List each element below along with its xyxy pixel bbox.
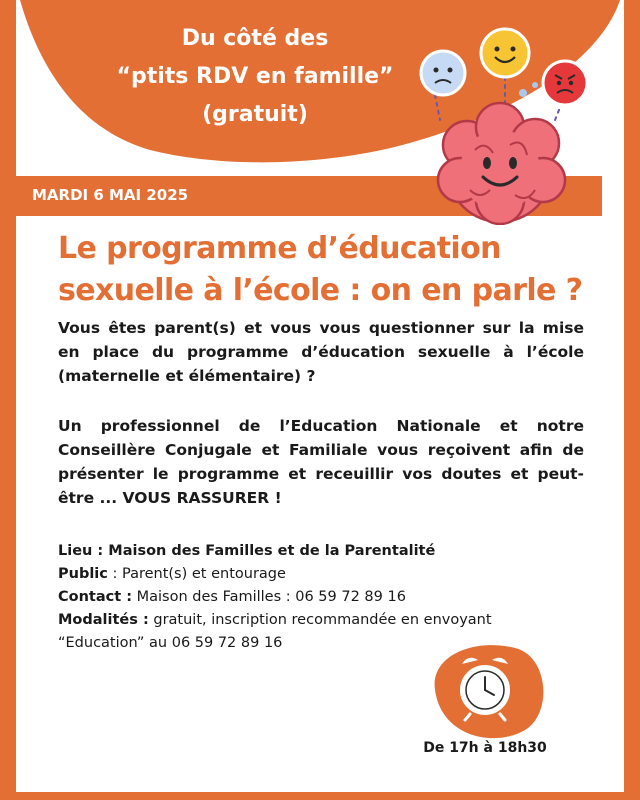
contact-value: Maison des Familles : 06 59 72 89 16 bbox=[132, 589, 406, 605]
alarm-clock-icon bbox=[420, 640, 550, 740]
event-time: De 17h à 18h30 bbox=[423, 740, 547, 756]
modalites-label: Modalités : bbox=[58, 612, 149, 628]
header-line-1: Du côté des bbox=[181, 26, 329, 51]
intro-paragraph: Vous êtes parent(s) et vous vous questionner sur la mise en place du programme d’éducation sexuelle à l’école (maternelle et élémentaire) ? bbox=[58, 319, 584, 385]
header-title bbox=[100, 20, 410, 134]
info-lieu bbox=[58, 540, 598, 563]
lieu-label: Lieu : Maison des Familles et de la Parentalité bbox=[58, 543, 436, 559]
event-date: MARDI 6 MAI 2025 bbox=[32, 186, 189, 204]
public-value: : Parent(s) et entourage bbox=[107, 566, 286, 582]
header-line-2: “ptits RDV en famille” bbox=[116, 64, 394, 89]
info-block bbox=[58, 540, 598, 655]
info-modalites bbox=[58, 609, 598, 632]
page-title bbox=[58, 228, 598, 312]
contact-label: Contact : bbox=[58, 589, 133, 605]
header-line-3: (gratuit) bbox=[202, 102, 308, 127]
title-line-2: sexuelle à l’école : on en parle ? bbox=[58, 273, 583, 308]
modalites-value: gratuit, inscription recommandée en envoyant bbox=[148, 612, 492, 628]
title-line-1: Le programme d’éducation bbox=[58, 231, 501, 266]
info-contact bbox=[58, 586, 598, 609]
info-modalites-line2: “Education” au 06 59 72 89 16 bbox=[58, 635, 283, 651]
public-label: Public bbox=[58, 566, 108, 582]
brain-emotions-icon bbox=[405, 25, 605, 225]
description-paragraph: Un professionnel de l’Education Nationale et notre Conseillère Conjugale et Familiale vous reçoivent afin de présenter le programme et receuillir vos doutes et peut-être ... VOUS RASSURER ! bbox=[58, 417, 584, 507]
info-public bbox=[58, 563, 598, 586]
